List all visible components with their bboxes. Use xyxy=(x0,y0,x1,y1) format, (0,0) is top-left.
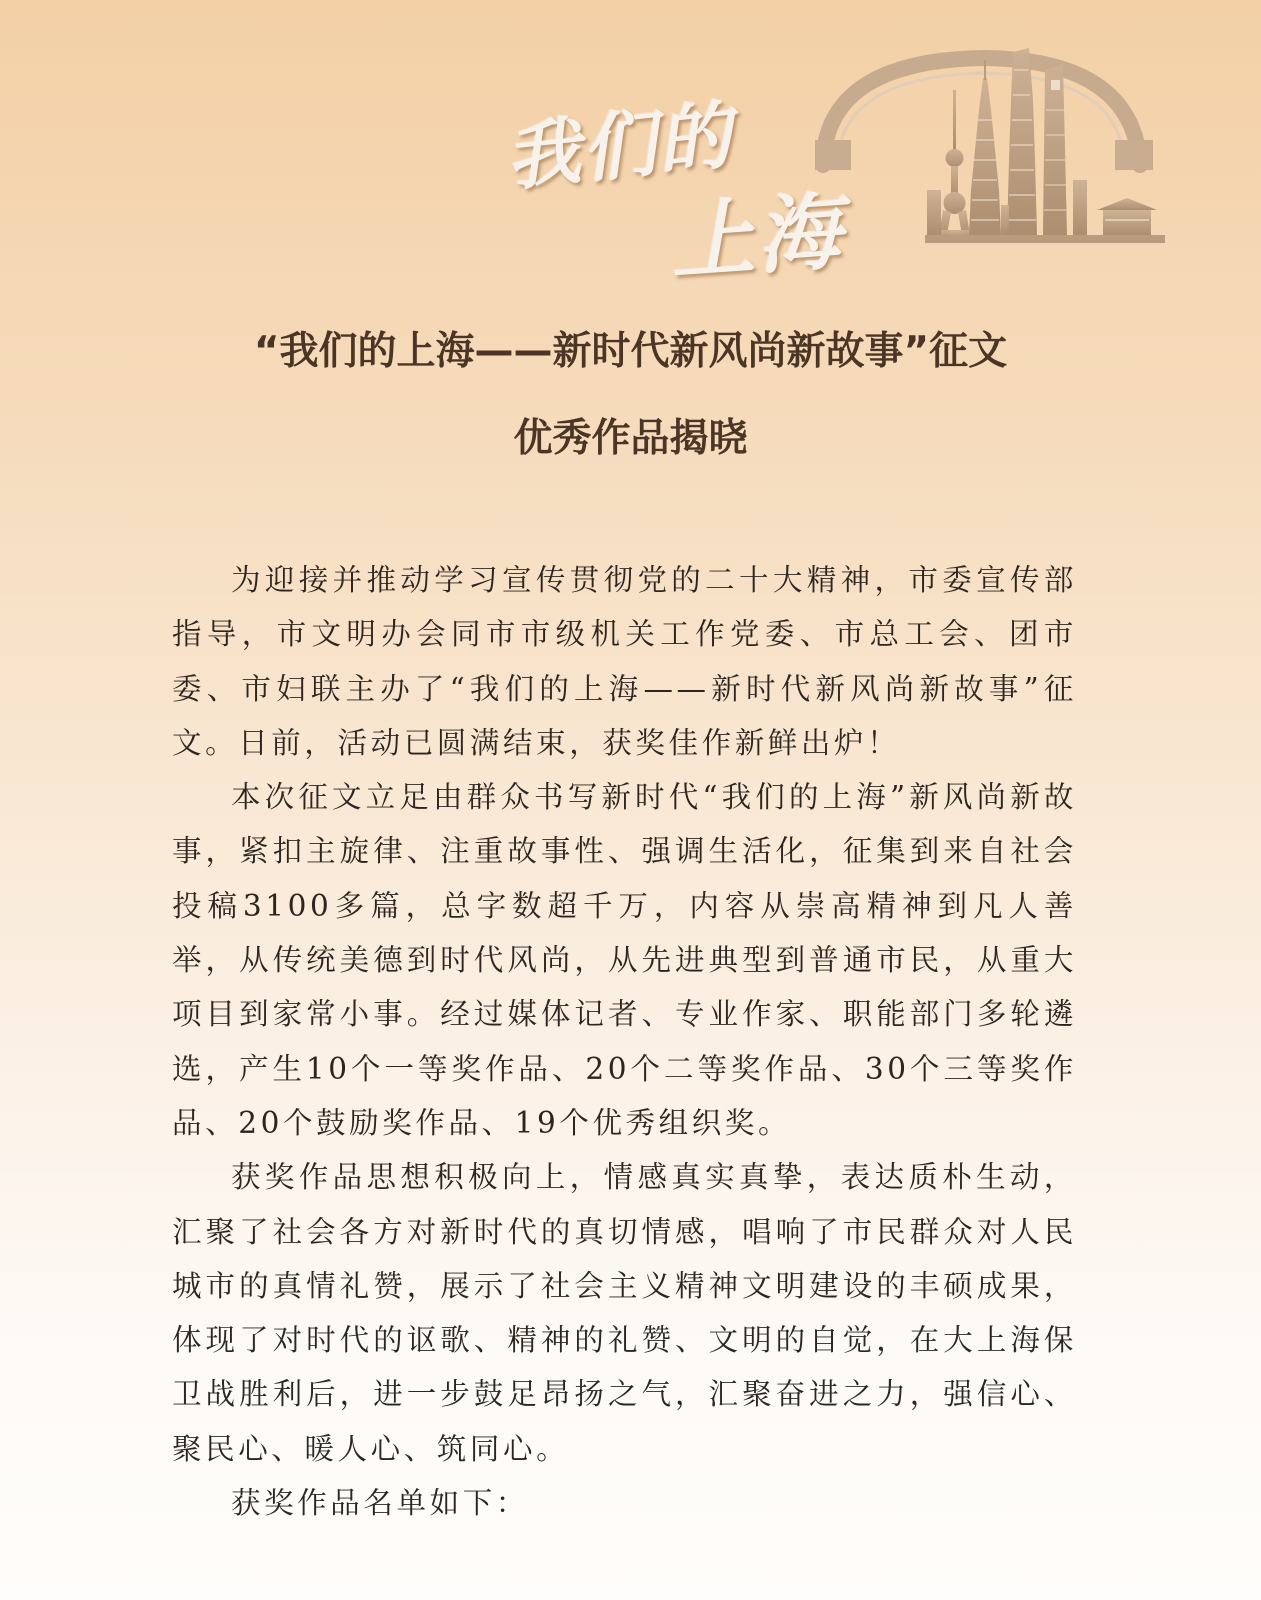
title-line-2: 优秀作品揭晓 xyxy=(513,416,748,461)
body-paragraph-3: 获奖作品思想积极向上，情感真实真挚，表达质朴生动，汇聚了社会各方对新时代的真切情感，唱响了市民群众对人民城市的真情礼赞，展示了社会主义精神文明建设的丰硕成果，体现了对时代的讴歌、精神的礼赞、文明的自觉，在大上海保卫战胜利后，进一步鼓足昂扬之气，汇聚奋进之力，强信心、聚民心、暖人心、筑同心。 xyxy=(172,1160,1077,1466)
logo-text-line2: 上海 xyxy=(667,181,846,292)
body-paragraph-4: 获奖作品名单如下： xyxy=(231,1486,529,1521)
body-paragraph-2: 本次征文立足由群众书写新时代“我们的上海”新风尚新故事，紧扣主旋律、注重故事性、强调生活化，征集到来自社会投稿3100多篇，总字数超千万，内容从崇高精神到凡人善举，从传统美德到时代风尚，从先进典型到普通市民，从重大项目到家常小事。经过媒体记者、专业作家、职能部门多轮遴选，产生10个一等奖作品、20个二等奖作品、30个三等奖作品、20个鼓励奖作品、19个优秀组织奖。 xyxy=(172,780,1077,1140)
logo-text-line1: 我们的 xyxy=(501,92,738,202)
title-line-1: “我们的上海——新时代新风尚新故事”征文 xyxy=(253,329,1008,374)
article-body xyxy=(172,553,1077,1530)
page-header xyxy=(0,0,1261,300)
article-title xyxy=(0,330,1261,461)
body-paragraph-1: 为迎接并推动学习宣传贯彻党的二十大精神，市委宣传部指导，市文明办会同市市级机关工作党委、市总工会、团市委、市妇联主办了“我们的上海——新时代新风尚新故事”征文。日前，活动已圆满结束，获奖佳作新鲜出炉！ xyxy=(172,563,1077,760)
shanghai-skyline-icon xyxy=(815,40,1175,245)
